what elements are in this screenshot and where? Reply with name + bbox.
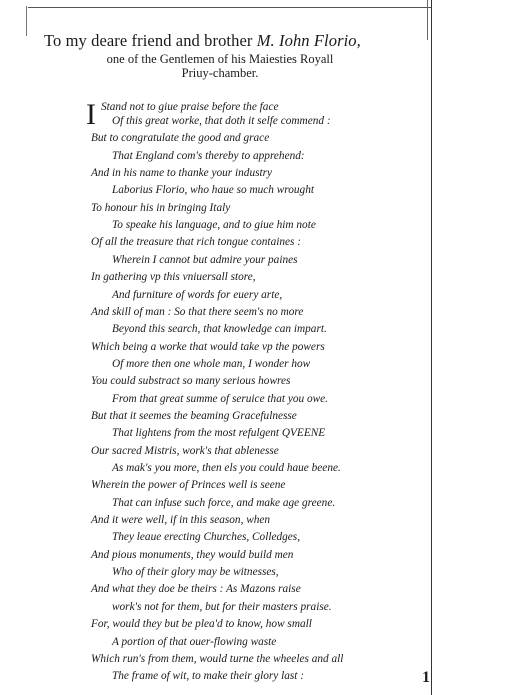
poem-line: Who of their glory may be witnesses,	[112, 566, 279, 579]
poem-line: As mak's you more, then els you could haue beene.	[112, 462, 341, 474]
poem-line: Beyond this search, that knowledge can impart.	[112, 323, 327, 336]
poem-line: But that it seemes the beaming Gracefulnesse	[91, 409, 297, 422]
poem-line: And furniture of words for euery arte,	[112, 288, 283, 301]
poem-line: To speake his language, and to giue him note	[112, 219, 316, 232]
poem-line: And pious monuments, they would build men	[91, 548, 294, 561]
poem-line: That England com's thereby to apprehend:	[112, 149, 305, 162]
dedication-heading	[44, 32, 434, 50]
poem-line: And in his name to thanke your industry	[91, 167, 273, 180]
poem-line: Our sacred Mistris, work's that ablenesse	[91, 444, 279, 457]
poem-line: And skill of man : So that there seem's no more	[91, 305, 304, 318]
poem-line: You could substract so many serious howres	[91, 375, 291, 388]
heading-subtitle: one of the Gentlemen of his Maiesties Royall	[106, 52, 334, 66]
poem-line: For, would they but be plea'd to know, how small	[91, 618, 312, 631]
page-edge-right	[431, 0, 432, 695]
drop-cap: I	[86, 98, 96, 131]
poem-line: A portion of that ouer-flowing waste	[112, 635, 277, 648]
poem-line: And what they doe be theirs : As Mazons raise	[91, 583, 301, 596]
heading-name: M. Iohn Florio,	[256, 31, 361, 50]
page-number: 1	[422, 669, 430, 686]
page-edge-top	[28, 7, 432, 8]
poem-line: From that great summe of seruice that you owe.	[112, 392, 328, 405]
poem-line: And it were well, if in this season, when	[91, 514, 271, 527]
poem-first-line: Stand not to giue praise before the face	[101, 101, 279, 113]
heading-to: To my deare friend and brother	[44, 31, 257, 50]
page-edge-left	[26, 6, 27, 36]
poem-line: To honour his in bringing Italy	[91, 201, 231, 214]
poem-line: Which run's from them, would turne the wheeles and all	[91, 652, 344, 665]
poem-line: They leaue erecting Churches, Colledges,	[112, 531, 301, 544]
poem-line: work's not for them, but for their masters praise.	[112, 600, 332, 613]
poem-line: Of this great worke, that doth it selfe commend :	[112, 115, 331, 127]
poem-line: In gathering vp this vniuersall store,	[91, 271, 256, 284]
poem-line: Wherein the power of Princes well is seene	[91, 479, 286, 492]
poem-line: Which being a worke that would take vp the powers	[91, 340, 325, 353]
poem-line: Of more then one whole man, I wonder how	[112, 357, 311, 370]
poem-line: That can infuse such force, and make age greene.	[112, 496, 336, 509]
heading-subtitle-2: Priuy-chamber.	[181, 66, 259, 80]
poem-line: The frame of wit, to make their glory last :	[112, 670, 305, 683]
poem-line: But to congratulate the good and grace	[91, 132, 270, 145]
poem-line: Of all the treasure that rich tongue containes :	[91, 236, 302, 249]
poem-line: Laborius Florio, who haue so much wrought	[112, 184, 314, 197]
poem-line: Wherein I cannot but admire your paines	[112, 253, 298, 266]
poem-line: That lightens from the most refulgent QVEENE	[112, 427, 326, 440]
